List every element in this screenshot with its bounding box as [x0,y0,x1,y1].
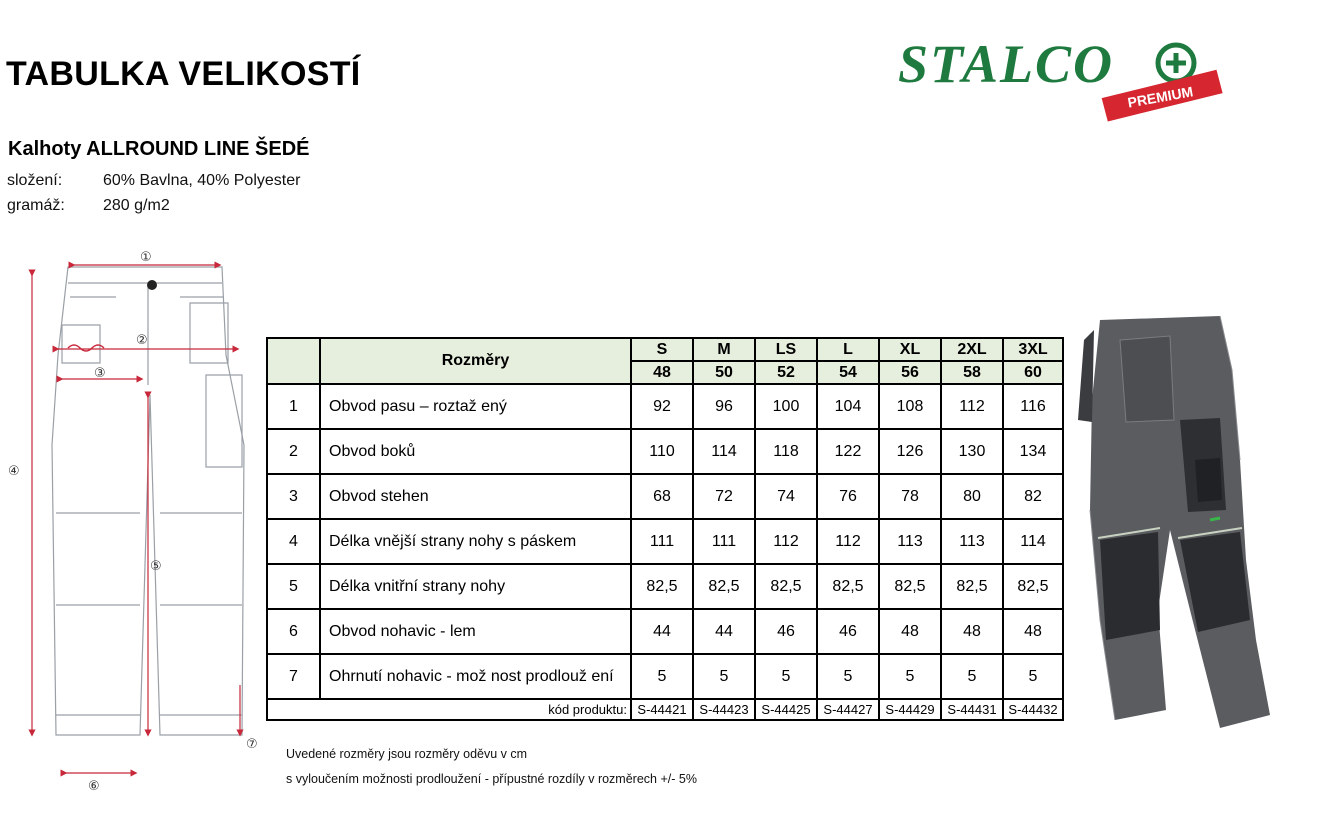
table-row [267,474,1063,519]
composition-value: 60% Bavlna, 40% Polyester [103,172,301,189]
svg-text:PREMIUM: PREMIUM [1126,83,1195,111]
page-title: TABULKA VELIKOSTÍ [6,55,361,93]
header-corner-cell [267,338,320,384]
product-code: S-44421 [631,699,693,720]
table-cell: 5 [1003,654,1063,699]
marker-1: ① [140,250,152,265]
marker-3: ③ [94,366,106,381]
table-cell: 48 [1003,609,1063,654]
row-number: 1 [267,384,320,429]
table-cell: 5 [817,654,879,699]
brand-wordmark: STALCO [898,34,1115,94]
size-num-52: 52 [755,361,817,384]
product-code: S-44423 [693,699,755,720]
row-number: 6 [267,609,320,654]
table-cell: 82,5 [817,564,879,609]
table-cell: 112 [755,519,817,564]
product-code-label: kód produktu: [267,699,631,720]
size-num-56: 56 [879,361,941,384]
table-cell: 46 [817,609,879,654]
table-row [267,384,1063,429]
table-cell: 82,5 [1003,564,1063,609]
row-number: 5 [267,564,320,609]
table-cell: 46 [755,609,817,654]
table-cell: 112 [817,519,879,564]
table-cell: 108 [879,384,941,429]
weight-label: gramáž: [7,197,65,214]
table-cell: 82,5 [693,564,755,609]
table-row [267,519,1063,564]
table-cell: 114 [1003,519,1063,564]
table-cell: 48 [941,609,1003,654]
table-cell: 76 [817,474,879,519]
table-cell: 5 [631,654,693,699]
marker-4: ④ [8,464,20,479]
table-cell: 5 [693,654,755,699]
size-code-2xl: 2XL [941,338,1003,361]
marker-6: ⑥ [88,779,100,794]
size-num-60: 60 [1003,361,1063,384]
table-cell: 114 [693,429,755,474]
size-code-xl: XL [879,338,941,361]
table-cell: 104 [817,384,879,429]
table-cell: 122 [817,429,879,474]
composition-label: složení: [7,172,63,189]
row-number: 3 [267,474,320,519]
product-photo [1070,310,1285,740]
table-cell: 100 [755,384,817,429]
table-cell: 82,5 [941,564,1003,609]
table-cell: 82 [1003,474,1063,519]
size-code-l: L [817,338,879,361]
table-cell: 110 [631,429,693,474]
row-label: Obvod stehen [320,474,631,519]
table-cell: 92 [631,384,693,429]
table-cell: 113 [879,519,941,564]
row-label: Obvod nohavic - lem [320,609,631,654]
table-cell: 78 [879,474,941,519]
row-number: 2 [267,429,320,474]
table-row [267,609,1063,654]
table-cell: 44 [631,609,693,654]
product-code-row [267,699,1063,720]
table-row [267,429,1063,474]
size-num-54: 54 [817,361,879,384]
trousers-measurement-diagram [0,245,270,795]
marker-5: ⑤ [150,559,162,574]
table-cell: 5 [879,654,941,699]
product-code: S-44425 [755,699,817,720]
table-cell: 82,5 [879,564,941,609]
table-cell: 113 [941,519,1003,564]
row-label: Délka vnitřní strany nohy [320,564,631,609]
table-row [267,564,1063,609]
table-cell: 5 [941,654,1003,699]
table-cell: 130 [941,429,1003,474]
row-label: Obvod pasu – roztaž ený [320,384,631,429]
table-cell: 48 [879,609,941,654]
size-code-ls: LS [755,338,817,361]
dimensions-header: Rozměry [320,338,631,384]
stalco-premium-logo [890,30,1230,126]
table-cell: 111 [631,519,693,564]
row-label: Obvod boků [320,429,631,474]
note-tolerance: s vyloučením možnosti prodloužení - přípustné rozdíly v rozměrech +/- 5% [286,772,697,786]
row-label: Délka vnější strany nohy s páskem [320,519,631,564]
table-cell: 82,5 [755,564,817,609]
table-cell: 118 [755,429,817,474]
table-cell: 68 [631,474,693,519]
marker-2: ② [136,333,148,348]
size-num-58: 58 [941,361,1003,384]
product-code: S-44427 [817,699,879,720]
table-cell: 116 [1003,384,1063,429]
table-cell: 5 [755,654,817,699]
table-cell: 74 [755,474,817,519]
product-name: Kalhoty ALLROUND LINE ŠEDÉ [8,138,310,160]
table-cell: 96 [693,384,755,429]
note-dimensions: Uvedené rozměry jsou rozměry oděvu v cm [286,747,528,761]
table-cell: 80 [941,474,1003,519]
size-code-3xl: 3XL [1003,338,1063,361]
row-label: Ohrnutí nohavic - mož nost prodlouž ení [320,654,631,699]
row-number: 7 [267,654,320,699]
size-num-50: 50 [693,361,755,384]
product-code: S-44429 [879,699,941,720]
table-cell: 126 [879,429,941,474]
row-number: 4 [267,519,320,564]
table-row [267,654,1063,699]
table-cell: 82,5 [631,564,693,609]
table-cell: 44 [693,609,755,654]
table-cell: 112 [941,384,1003,429]
table-cell: 134 [1003,429,1063,474]
weight-value: 280 g/m2 [103,197,170,214]
size-code-s: S [631,338,693,361]
size-code-m: M [693,338,755,361]
size-table [266,337,1064,721]
marker-7: ⑦ [246,737,258,752]
product-code: S-44432 [1003,699,1063,720]
table-cell: 111 [693,519,755,564]
product-code: S-44431 [941,699,1003,720]
table-cell: 72 [693,474,755,519]
size-num-48: 48 [631,361,693,384]
